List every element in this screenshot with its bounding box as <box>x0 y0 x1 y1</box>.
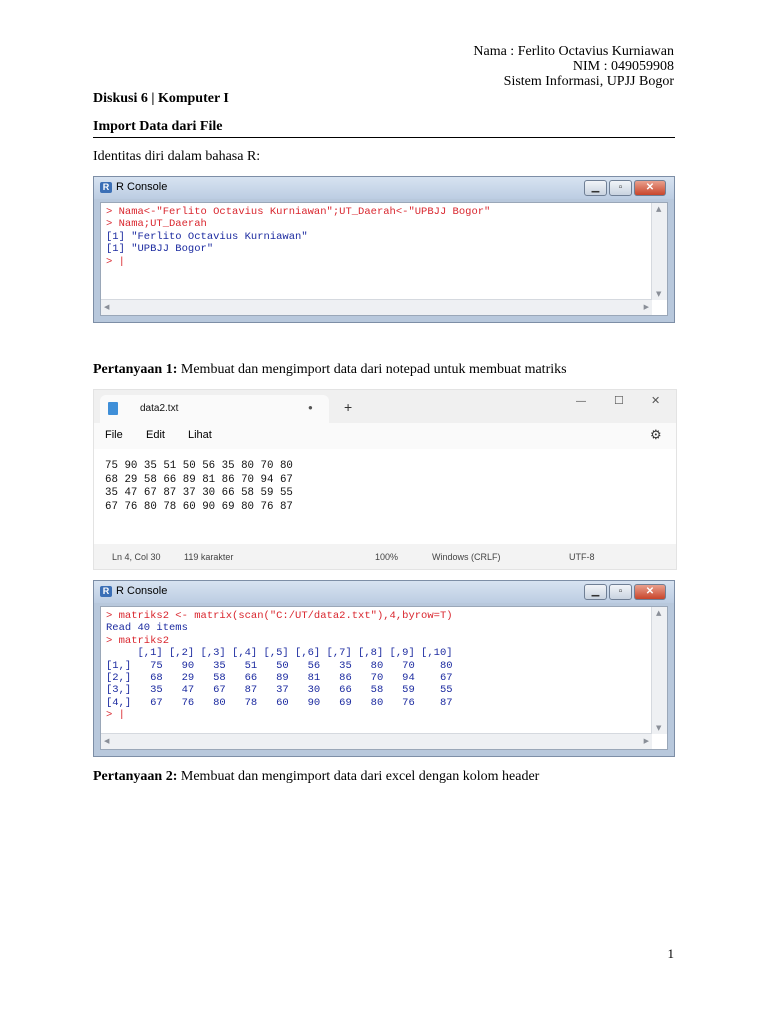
question-2-label: Pertanyaan 2: <box>93 769 178 784</box>
console-line: > Nama;UT_Daerah <box>106 218 207 231</box>
question-2-text: Membuat dan mengimport data dari excel dengan kolom header <box>177 769 540 784</box>
r-console-titlebar <box>94 581 674 603</box>
section-title: Import Data dari File <box>93 119 223 134</box>
page-number: 1 <box>667 946 674 961</box>
console-line: > | <box>106 255 125 268</box>
scroll-left-icon[interactable]: ◀ <box>104 303 110 311</box>
author-program: Sistem Informasi, UPJJ Bogor <box>503 74 674 89</box>
r-console-window-2 <box>93 580 675 757</box>
r-console-titlebar <box>94 177 674 199</box>
scroll-down-icon[interactable]: ▼ <box>656 290 662 298</box>
section-divider <box>93 137 675 138</box>
status-line-ending[interactable]: Windows (CRLF) <box>432 552 501 562</box>
scroll-left-icon[interactable]: ◀ <box>104 737 110 745</box>
horizontal-scrollbar[interactable] <box>101 733 652 749</box>
r-console-text <box>101 607 667 722</box>
console-line: Read 40 items <box>106 622 188 635</box>
scroll-right-icon[interactable]: ▶ <box>643 303 649 311</box>
question-1-label: Pertanyaan 1: <box>93 362 178 377</box>
unsaved-dot-icon: ● <box>308 403 313 412</box>
vertical-scrollbar[interactable] <box>651 203 667 300</box>
r-logo-icon: R <box>100 586 112 597</box>
status-encoding[interactable]: UTF-8 <box>569 552 595 562</box>
menu-view[interactable]: Lihat <box>188 429 212 441</box>
console-line: > matriks2 <- matrix(scan("C:/UT/data2.txt"),4,byrow=T) <box>106 610 453 622</box>
status-char-count: 119 karakter <box>184 552 234 562</box>
settings-gear-icon[interactable]: ⚙ <box>650 427 662 442</box>
maximize-icon[interactable]: ☐ <box>614 395 624 407</box>
notepad-content <box>94 449 676 514</box>
notepad-line: 75 90 35 51 50 56 35 80 70 80 <box>105 460 293 472</box>
question-2 <box>93 769 539 785</box>
author-nim: NIM : 049059908 <box>572 59 674 74</box>
scroll-right-icon[interactable]: ▶ <box>643 737 649 745</box>
r-logo-icon: R <box>100 182 112 193</box>
console-line: [1] "Ferlito Octavius Kurniawan" <box>106 230 308 243</box>
scroll-down-icon[interactable]: ▼ <box>656 724 662 732</box>
maximize-button[interactable]: ▫ <box>609 180 632 196</box>
r-console-output[interactable] <box>100 202 668 316</box>
console-line: > matriks2 <box>106 634 170 647</box>
minimize-button[interactable]: ▁ <box>584 180 607 196</box>
status-position: Ln 4, Col 30 <box>112 552 161 562</box>
close-icon[interactable]: ✕ <box>651 395 661 407</box>
console-line: [4,] 67 76 80 78 60 90 69 80 76 87 <box>106 696 453 709</box>
minimize-button[interactable]: ▁ <box>584 584 607 600</box>
question-1-text: Membuat dan mengimport data dari notepad untuk membuat matriks <box>177 362 567 377</box>
scroll-up-icon[interactable]: ▲ <box>656 609 662 617</box>
author-name: Nama : Ferlito Octavius Kurniawan <box>473 44 674 59</box>
notepad-line: 67 76 80 78 60 90 69 80 76 87 <box>105 500 293 513</box>
r-console-text <box>101 203 667 268</box>
console-line: > Nama<-"Ferlito Octavius Kurniawan";UT_Daerah<-"UPBJJ Bogor" <box>106 206 491 218</box>
console-line: [2,] 68 29 58 66 89 81 86 70 94 67 <box>106 672 453 685</box>
notepad-window <box>93 389 677 570</box>
r-console-output[interactable] <box>100 606 668 750</box>
r-console-window-1 <box>93 176 675 323</box>
menu-file[interactable]: File <box>105 429 123 441</box>
notepad-menubar <box>94 423 676 449</box>
minimize-icon[interactable]: — <box>576 396 586 407</box>
scroll-up-icon[interactable]: ▲ <box>656 205 662 213</box>
console-line: > | <box>106 709 125 722</box>
status-zoom[interactable]: 100% <box>375 552 399 562</box>
console-line: [1,] 75 90 35 51 50 56 35 80 70 80 <box>106 659 453 672</box>
console-line: [,1] [,2] [,3] [,4] [,5] [,6] [,7] [,8] [,9] [,10] <box>106 647 453 660</box>
intro-text: Identitas diri dalam bahasa R: <box>93 149 261 164</box>
notepad-tabbar <box>94 390 676 423</box>
notepad-file-icon <box>108 402 118 415</box>
close-button[interactable]: ✕ <box>634 584 666 600</box>
horizontal-scrollbar[interactable] <box>101 299 652 315</box>
console-line: [1] "UPBJJ Bogor" <box>106 243 214 256</box>
console-line: [3,] 35 47 67 87 37 30 66 58 59 55 <box>106 684 453 697</box>
doc-title: Diskusi 6 | Komputer I <box>93 91 229 106</box>
notepad-line: 35 47 67 87 37 30 66 58 59 55 <box>105 487 293 500</box>
notepad-statusbar <box>94 544 676 569</box>
r-console-title: R Console <box>116 585 168 597</box>
question-1 <box>93 362 567 378</box>
notepad-line: 68 29 58 66 89 81 86 70 94 67 <box>105 473 293 486</box>
vertical-scrollbar[interactable] <box>651 607 667 734</box>
notepad-tab[interactable] <box>100 395 329 423</box>
maximize-button[interactable]: ▫ <box>609 584 632 600</box>
tab-title: data2.txt <box>140 403 179 414</box>
r-console-title: R Console <box>116 181 168 193</box>
notepad-text-area[interactable] <box>94 449 676 544</box>
menu-edit[interactable]: Edit <box>146 429 165 441</box>
close-button[interactable]: ✕ <box>634 180 666 196</box>
new-tab-button[interactable]: + <box>344 399 353 415</box>
